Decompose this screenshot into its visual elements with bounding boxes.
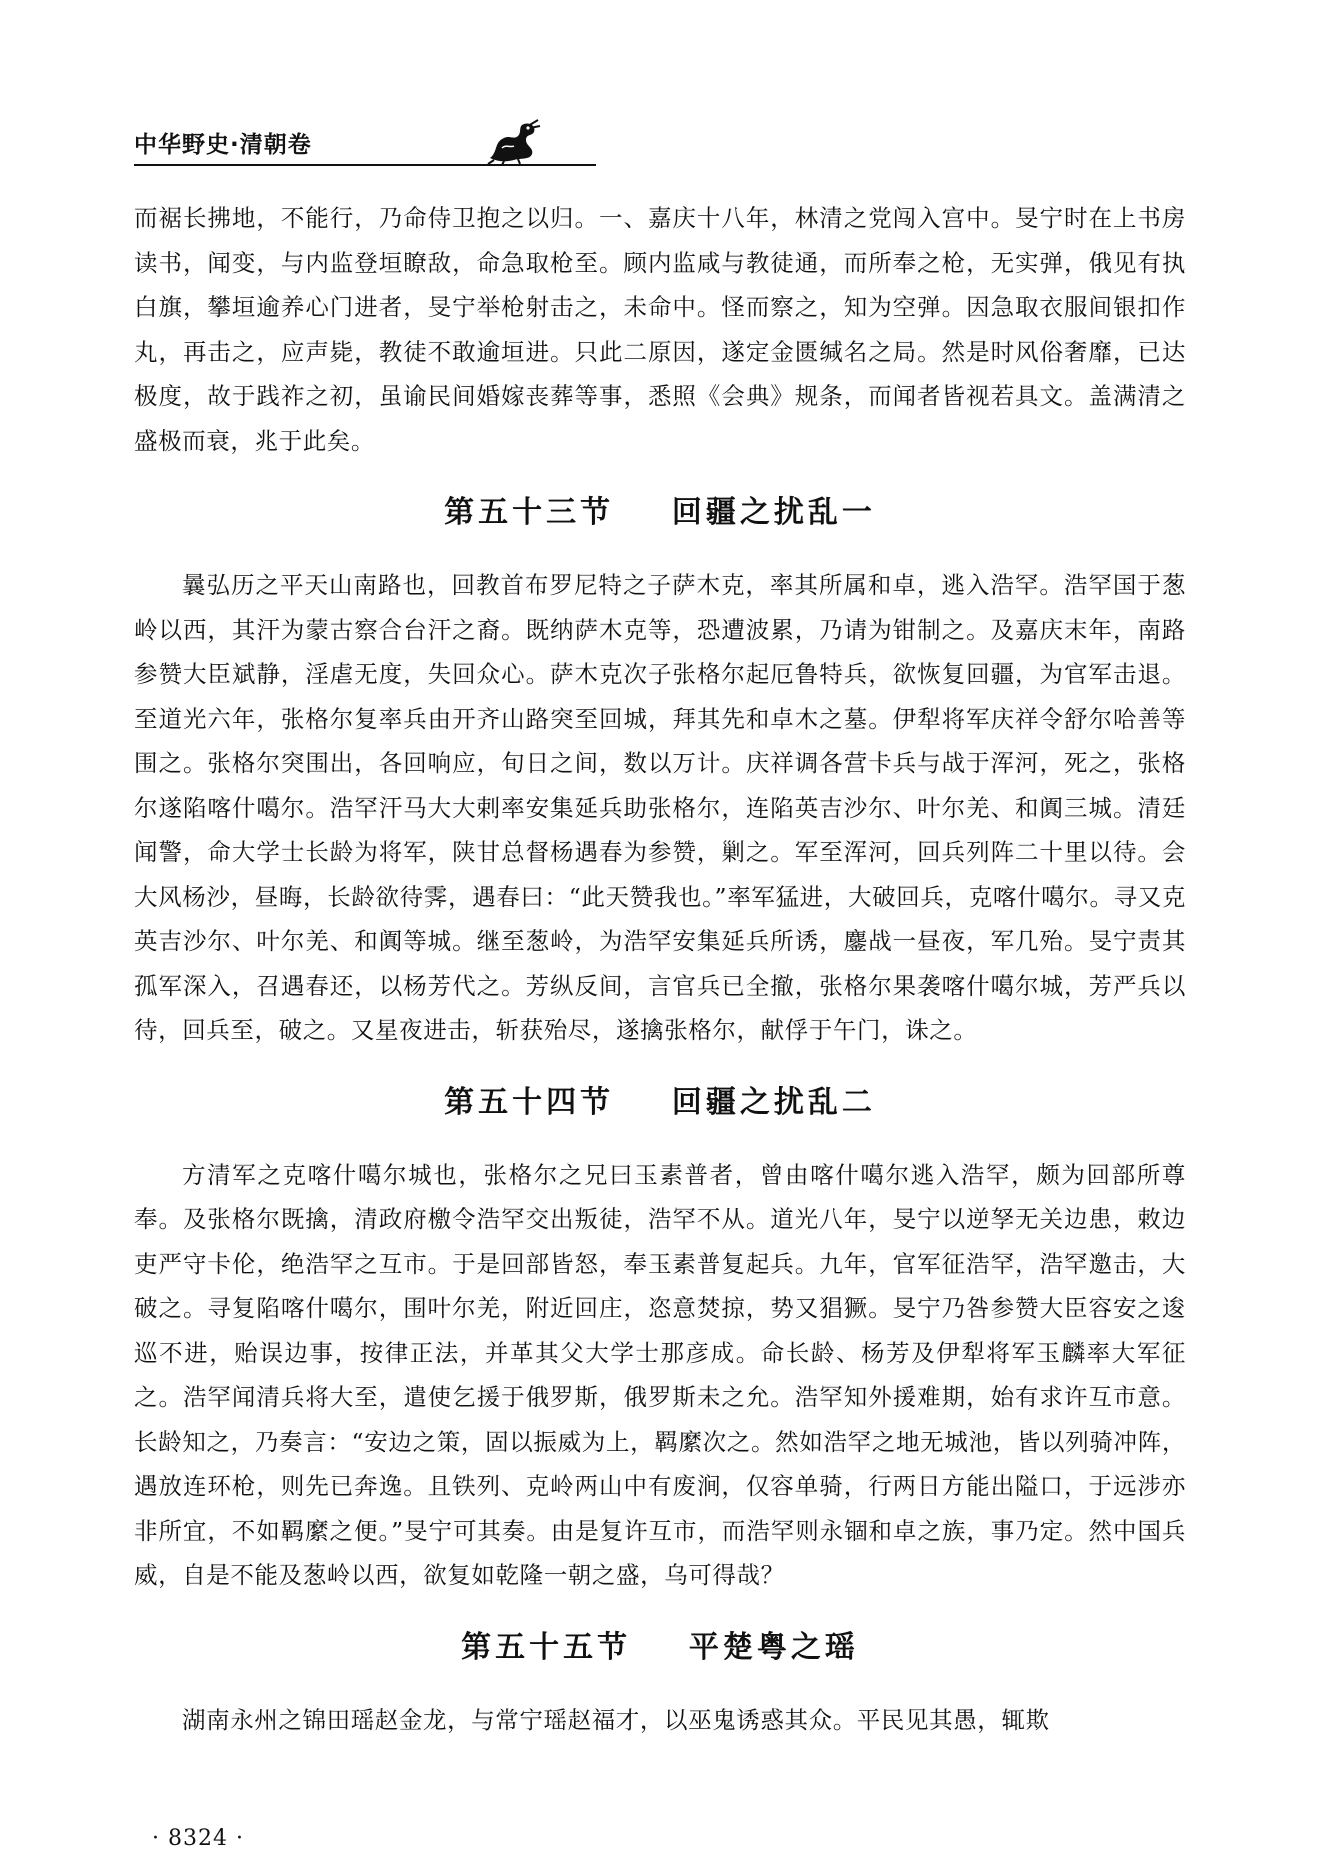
section-paragraph: 曩弘历之平天山南路也，回教首布罗尼特之子萨木克，率其所属和卓，逃入浩罕。浩罕国于葱岭以西，其汗为蒙古察合台汗之裔。既纳萨木克等，恐遭波累，乃请为钳制之。及嘉庆末年，南路参赞大臣斌静，淫虐无度，失回众心。萨木克次子张格尔起厄鲁特兵，欲恢复回疆，为官军击退。至道光六年，张格尔复率兵由开齐山路突至回城，拜其先和卓木之墓。伊犁将军庆祥令舒尔哈善等围之。张格尔突围出，各回响应，旬日之间，数以万计。庆祥调各营卡兵与战于浑河，死之，张格尔遂陷喀什噶尔。浩罕汗马大大剌率安集延兵助张格尔，连陷英吉沙尔、叶尔羌、和阗三城。清廷闻警，命大学士长龄为将军，陕甘总督杨遇春为参赞，剿之。军至浑河，回兵列阵二十里以待。会大风杨沙，昼晦，长龄欲待霁，遇春曰：“此天赞我也。”率军猛进，大破回兵，克喀什噶尔。寻又克英吉沙尔、叶尔羌、和阗等城。继至葱岭，为浩罕安集延兵所诱，鏖战一昼夜，军几殆。旻宁责其孤军深入，召遇春还，以杨芳代之。芳纵反间，言官兵已全撤，张格尔果袭喀什噶尔城，芳严兵以待，回兵至，破之。又星夜进击，斩获殆尽，遂擒张格尔，献俘于午门，诛之。 bbox=[134, 571, 1186, 1044]
continuation-paragraph: 而裾长拂地，不能行，乃命侍卫抱之以归。一、嘉庆十八年，林清之党闯入宫中。旻宁时在上书房读书，闻变，与内监登垣瞭敌，命急取枪至。顾内监咸与教徒通，而所奉之枪，无实弹，俄见有执白旗，攀垣逾养心门进者，旻宁举枪射击之，未命中。怪而察之，知为空弹。因急取衣服间银扣作丸，再击之，应声毙，教徒不敢逾垣进。只此二原因，遂定金匮缄名之局。然是时风俗奢靡，已达极度，故于践祚之初，虽谕民间婚嫁丧葬等事，悉照《会典》规条，而闻者皆视若具文。盖满清之盛极而衰，兆于此矣。 bbox=[134, 204, 1186, 455]
running-head bbox=[134, 122, 754, 170]
section-title: 平楚粤之瑶 bbox=[688, 1629, 859, 1665]
dragon-emblem-icon bbox=[484, 118, 544, 166]
section-heading bbox=[134, 463, 1186, 563]
header-rule bbox=[134, 164, 596, 166]
page-body bbox=[134, 196, 1186, 1742]
section-title: 回疆之扰乱二 bbox=[671, 1084, 876, 1120]
section-number: 第五十三节 bbox=[444, 495, 615, 530]
section-number: 第五十五节 bbox=[461, 1629, 632, 1665]
section-heading bbox=[134, 1598, 1186, 1698]
book-title: 中华野史·清朝卷 bbox=[134, 132, 312, 158]
section-title: 回疆之扰乱一 bbox=[671, 495, 876, 530]
section-heading bbox=[134, 1053, 1186, 1153]
section-number: 第五十四节 bbox=[444, 1084, 615, 1120]
page-number: · 8324 · bbox=[152, 1826, 244, 1851]
section-paragraph: 湖南永州之锦田瑶赵金龙，与常宁瑶赵福才，以巫鬼诱惑其众。平民见其愚，辄欺 bbox=[182, 1705, 1050, 1734]
section-paragraph: 方清军之克喀什噶尔城也，张格尔之兄曰玉素普者，曾由喀什噶尔逃入浩罕，颇为回部所尊奉。及张格尔既擒，清政府檄令浩罕交出叛徒，浩罕不从。道光八年，旻宁以逆孥无关边患，敕边吏严守卡伦，绝浩罕之互市。于是回部皆怒，奉玉素普复起兵。九年，官军征浩罕，浩罕邀击，大破之。寻复陷喀什噶尔，围叶尔羌，附近回庄，恣意焚掠，势又猖獗。旻宁乃咎参赞大臣容安之逡巡不进，贻误边事，按律正法，并革其父大学士那彦成。命长龄、杨芳及伊犁将军玉麟率大军征之。浩罕闻清兵将大至，遣使乞援于俄罗斯，俄罗斯未之允。浩罕知外援难期，始有求许互市意。长龄知之，乃奏言：“安边之策，固以振威为上，羁縻次之。然如浩罕之地无城池，皆以列骑冲阵，遇放连环枪，则先已奔逸。且铁列、克岭两山中有废涧，仅容单骑，行两日方能出隘口，于远涉亦非所宜，不如羁縻之便。”旻宁可其奏。由是复许互市，而浩罕则永锢和卓之族，事乃定。然中国兵威，自是不能及葱岭以西，欲复如乾隆一朝之盛，乌可得哉？ bbox=[134, 1160, 1186, 1589]
